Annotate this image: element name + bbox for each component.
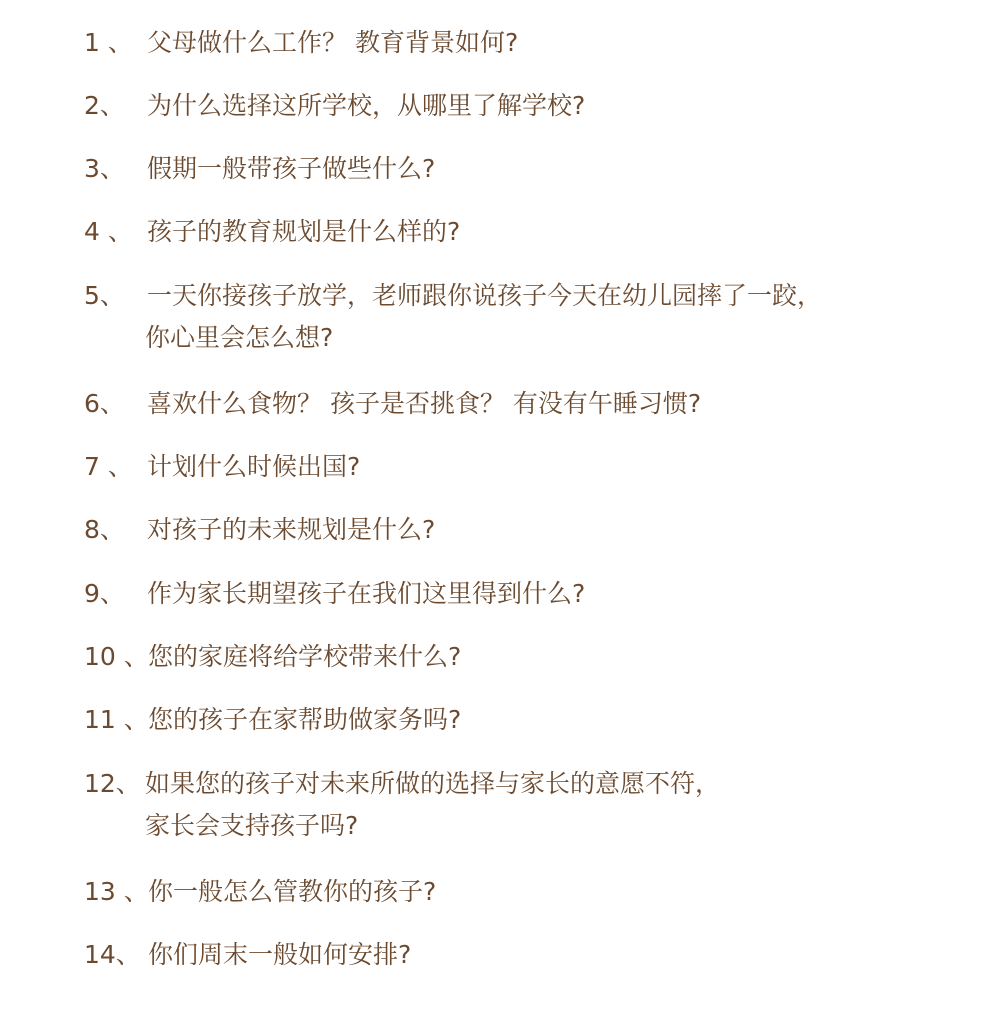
question-number: 9、 xyxy=(84,579,125,608)
question-text-continued: 你心里会怎么想? xyxy=(145,323,334,352)
question-item xyxy=(84,446,360,488)
question-item xyxy=(84,211,460,253)
question-item xyxy=(84,934,411,976)
question-item xyxy=(84,85,585,127)
question-text: 如果您的孩子对未来所做的选择与家长的意愿不符， xyxy=(145,769,721,798)
question-item xyxy=(84,148,435,190)
question-number: 7 、 xyxy=(84,452,133,481)
question-text: 对孩子的未来规划是什么? xyxy=(147,515,436,544)
question-number: 8、 xyxy=(84,515,125,544)
question-text: 你一般怎么管教你的孩子? xyxy=(148,877,437,906)
question-text-continued: 家长会支持孩子吗? xyxy=(145,811,359,840)
question-item xyxy=(84,763,720,847)
question-number: 12、 xyxy=(84,769,141,798)
question-item xyxy=(84,383,701,425)
question-text: 计划什么时候出国? xyxy=(147,452,361,481)
question-text: 您的家庭将给学校带来什么? xyxy=(148,642,462,671)
question-text: 你们周末一般如何安排? xyxy=(148,940,412,969)
question-item xyxy=(84,509,435,551)
question-item xyxy=(84,871,436,913)
question-number: 5、 xyxy=(84,281,125,310)
question-number: 6、 xyxy=(84,389,125,418)
question-number: 4 、 xyxy=(84,217,133,246)
question-text: 喜欢什么食物？ 孩子是否挑食？ 有没有午睡习惯? xyxy=(147,389,702,418)
question-item xyxy=(84,275,822,359)
question-number: 11 、 xyxy=(84,705,149,734)
question-item xyxy=(84,636,461,678)
question-text: 为什么选择这所学校，从哪里了解学校? xyxy=(147,91,586,120)
question-text: 一天你接孩子放学，老师跟你说孩子今天在幼儿园摔了一跤， xyxy=(147,281,823,310)
question-text: 孩子的教育规划是什么样的? xyxy=(147,217,461,246)
question-number: 3、 xyxy=(84,154,125,183)
question-item xyxy=(84,22,518,64)
question-number: 14、 xyxy=(84,940,141,969)
question-number: 13 、 xyxy=(84,877,149,906)
question-number: 1 、 xyxy=(84,28,133,57)
question-number: 10 、 xyxy=(84,642,149,671)
question-item xyxy=(84,573,585,615)
question-item xyxy=(84,699,461,741)
question-text: 作为家长期望孩子在我们这里得到什么? xyxy=(147,579,586,608)
question-text: 假期一般带孩子做些什么? xyxy=(147,154,436,183)
question-text: 父母做什么工作？ 教育背景如何? xyxy=(147,28,519,57)
question-number: 2、 xyxy=(84,91,125,120)
question-text: 您的孩子在家帮助做家务吗? xyxy=(148,705,462,734)
